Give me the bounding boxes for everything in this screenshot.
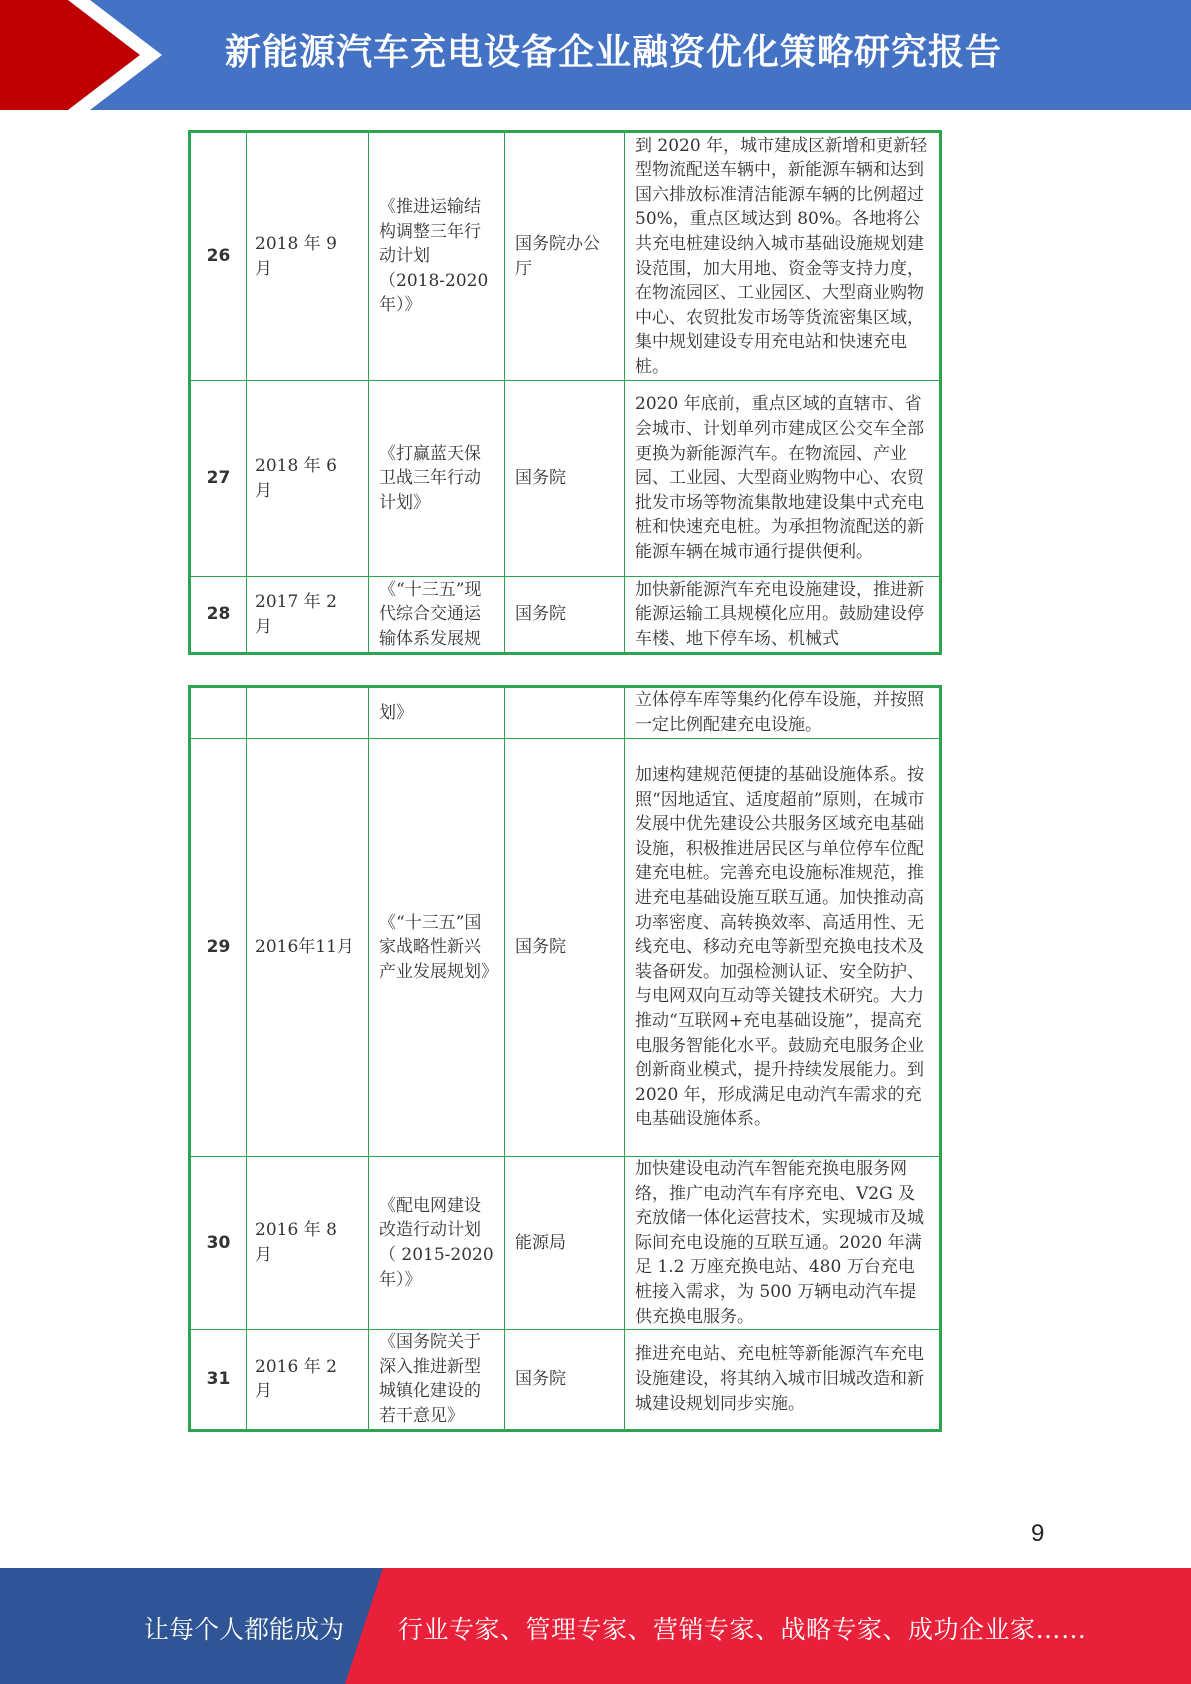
issuing-body: 国务院 xyxy=(505,381,625,577)
row-number xyxy=(190,687,247,739)
policy-content: 推进充电站、充电桩等新能源汽车充电设施建设，将其纳入城市旧城改造和新城建设规划同步实施。 xyxy=(625,1330,941,1430)
issuing-body: 国务院 xyxy=(505,739,625,1157)
policy-name: 划》 xyxy=(369,687,505,739)
policy-name: 《“十三五”现代综合交通运输体系发展规 xyxy=(369,577,505,654)
report-title: 新能源汽车充电设备企业融资优化策略研究报告 xyxy=(225,32,1003,73)
row-number: 28 xyxy=(190,577,247,654)
page-header xyxy=(0,0,1191,110)
policy-name: 《配电网建设改造行动计划（ 2015-2020 年）》 xyxy=(369,1157,505,1330)
issue-date: 2017 年 2 月 xyxy=(247,577,369,654)
policy-content: 加快新能源汽车充电设施建设，推进新能源运输工具规模化应用。鼓励建设停车楼、地下停车场、机械式 xyxy=(625,577,941,654)
issue-date: 2018 年 6 月 xyxy=(247,381,369,577)
policy-content: 到 2020 年，城市建成区新增和更新轻型物流配送车辆中，新能源车辆和达到国六排放标准清洁能源车辆的比例超过 50%，重点区域达到 80%。各地将公共充电桩建设纳入城市基础设施规划建设范围，加大用地、资金等支持力度，在物流园区、工业园区、大型商业购物中心、农贸批发市场等货流密集区域，集中规划建设专用充电站和快速充电桩。 xyxy=(625,132,941,381)
policy-content: 2020 年底前，重点区域的直辖市、省会城市、计划单列市建成区公交车全部更换为新能源汽车。在物流园、产业园、工业园、大型商业购物中心、农贸批发市场等物流集散地建设集中式充电桩和快速充电桩。为承担物流配送的新能源车辆在城市通行提供便利。 xyxy=(625,381,941,577)
issuing-body: 国务院 xyxy=(505,1330,625,1430)
row-number: 30 xyxy=(190,1157,247,1330)
table-row xyxy=(190,687,941,739)
policy-name: 《“十三五”国家战略性新兴产业发展规划》 xyxy=(369,739,505,1157)
issue-date xyxy=(247,687,369,739)
policy-name: 《打赢蓝天保卫战三年行动计划》 xyxy=(369,381,505,577)
row-number: 26 xyxy=(190,132,247,381)
table-row xyxy=(190,381,941,577)
issue-date: 2018 年 9 月 xyxy=(247,132,369,381)
page-number: 9 xyxy=(1031,1520,1045,1547)
issue-date: 2016 年 8 月 xyxy=(247,1157,369,1330)
issuing-body: 国务院 xyxy=(505,577,625,654)
issuing-body: 国务院办公厅 xyxy=(505,132,625,381)
issuing-body: 能源局 xyxy=(505,1157,625,1330)
policy-content: 加快建设电动汽车智能充换电服务网络，推广电动汽车有序充电、V2G 及充放储一体化运营技术，实现城市及城际间充电设施的互联互通。2020 年满足 1.2 万座充换电站、480 万台充电桩接入需求，为 500 万辆电动汽车提供充换电服务。 xyxy=(625,1157,941,1330)
row-number: 31 xyxy=(190,1330,247,1430)
policy-table-part-1 xyxy=(188,130,942,655)
issue-date: 2016年11月 xyxy=(247,739,369,1157)
page-footer xyxy=(0,1568,1191,1684)
policy-content: 加速构建规范便捷的基础设施体系。按照“因地适宜、适度超前”原则，在城市发展中优先建设公共服务区域充电基础设施，积极推进居民区与单位停车位配建充电桩。完善充电设施标准规范，推进充电基础设施互联互通。加快推动高功率密度、高转换效率、高适用性、无线充电、移动充电等新型充换电技术及装备研发。加强检测认证、安全防护、与电网双向互动等关键技术研究。大力推动“互联网+充电基础设施”，提高充电服务智能化水平。鼓励充电服务企业创新商业模式，提升持续发展能力。到 2020 年，形成满足电动汽车需求的充电基础设施体系。 xyxy=(625,739,941,1157)
row-number: 29 xyxy=(190,739,247,1157)
table-row xyxy=(190,577,941,654)
row-number: 27 xyxy=(190,381,247,577)
issue-date: 2016 年 2 月 xyxy=(247,1330,369,1430)
policy-table-part-2 xyxy=(188,685,942,1432)
issuing-body xyxy=(505,687,625,739)
table-row xyxy=(190,132,941,381)
policy-name: 《推进运输结构调整三年行动计划（2018-2020 年）》 xyxy=(369,132,505,381)
footer-slogan-left: 让每个人都能成为 xyxy=(144,1615,345,1644)
footer-slogan-right: 行业专家、管理专家、营销专家、战略专家、成功企业家…… xyxy=(398,1615,1087,1644)
table-row xyxy=(190,1157,941,1330)
policy-name: 《国务院关于深入推进新型城镇化建设的若干意见》 xyxy=(369,1330,505,1430)
table-row xyxy=(190,739,941,1157)
table-row xyxy=(190,1330,941,1430)
policy-content: 立体停车库等集约化停车设施，并按照一定比例配建充电设施。 xyxy=(625,687,941,739)
